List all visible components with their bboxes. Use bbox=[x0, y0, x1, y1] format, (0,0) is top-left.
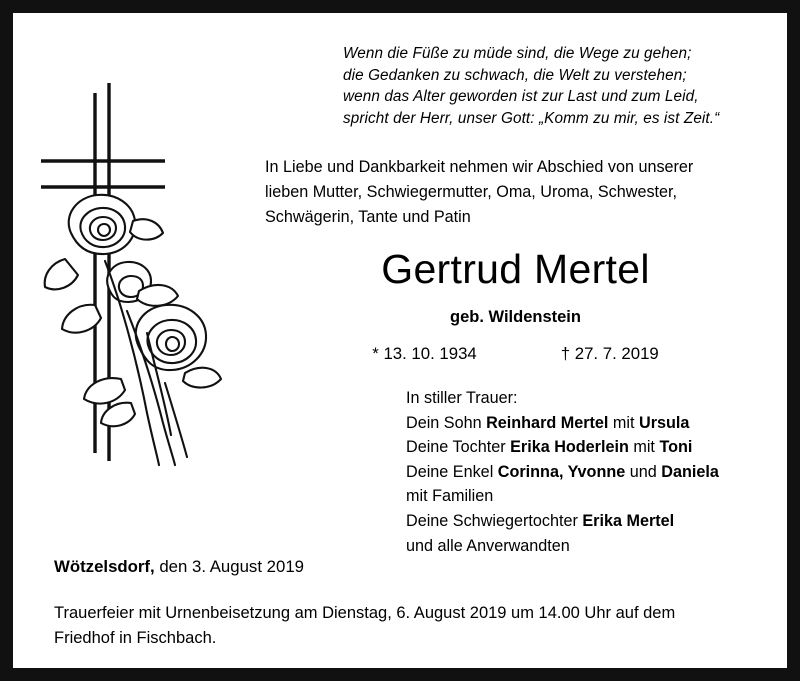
mourner-text: Dein Sohn bbox=[406, 413, 487, 432]
mourners-list bbox=[406, 411, 800, 559]
intro-line-1: In Liebe und Dankbarkeit nehmen wir Abschied von unserer bbox=[265, 158, 694, 176]
mourner-line bbox=[406, 411, 800, 436]
service-line-2: Friedhof in Fischbach. bbox=[54, 629, 217, 647]
mourner-name: Erika Mertel bbox=[582, 511, 675, 530]
mourner-name: Toni bbox=[659, 438, 693, 457]
mourner-text: mit Familien bbox=[406, 487, 494, 506]
mourner-text: und alle Anverwandten bbox=[406, 536, 570, 555]
deceased-maiden-name: geb. Wildenstein bbox=[450, 308, 581, 326]
mourner-name: Reinhard Mertel bbox=[486, 413, 609, 432]
mourner-name: Corinna, Yvonne bbox=[497, 462, 626, 481]
verse-line-2: die Gedanken zu schwach, die Welt zu verstehen; bbox=[343, 66, 687, 84]
mourner-name: Ursula bbox=[639, 413, 690, 432]
mourners-heading: In stiller Trauer: bbox=[406, 389, 518, 407]
verse-line-3: wenn das Alter geworden ist zur Last und zum Leid, bbox=[343, 88, 699, 105]
mourner-line bbox=[406, 509, 800, 534]
mourner-name: Daniela bbox=[661, 462, 719, 481]
verse-line-1: Wenn die Füße zu müde sind, die Wege zu gehen; bbox=[343, 45, 692, 62]
notice-inner bbox=[13, 13, 787, 668]
cross-with-roses-icon bbox=[35, 83, 225, 473]
place-date-line bbox=[54, 555, 304, 579]
mourner-text: Deine Enkel bbox=[406, 462, 498, 481]
deceased-name: Gertrud Mertel bbox=[381, 246, 650, 292]
mourner-text: mit bbox=[628, 438, 660, 457]
mourners-block bbox=[406, 386, 800, 558]
mourner-line bbox=[406, 435, 800, 460]
mourner-name: Erika Hoderlein bbox=[510, 438, 629, 457]
mourner-line bbox=[406, 534, 800, 559]
intro-line-2: lieben Mutter, Schwiegermutter, Oma, Uroma, Schwester, bbox=[265, 183, 678, 201]
intro-block bbox=[265, 155, 785, 230]
service-info bbox=[54, 601, 774, 651]
verse-block bbox=[343, 43, 793, 129]
mourner-line bbox=[406, 484, 800, 509]
intro-line-3: Schwägerin, Tante und Patin bbox=[265, 208, 471, 226]
birth-date: * 13. 10. 1934 bbox=[372, 344, 477, 363]
mourner-text: mit bbox=[608, 413, 640, 432]
mourner-text: Deine Schwiegertochter bbox=[406, 511, 583, 530]
deceased-dates bbox=[243, 342, 788, 366]
verse-line-4: spricht der Herr, unser Gott: „Komm zu mir, es ist Zeit.“ bbox=[343, 109, 720, 127]
place-name: Wötzelsdorf, bbox=[54, 557, 155, 576]
mourner-text: Deine Tochter bbox=[406, 438, 511, 457]
death-date: † 27. 7. 2019 bbox=[560, 344, 659, 363]
service-line-1: Trauerfeier mit Urnenbeisetzung am Dienstag, 6. August 2019 um 14.00 Uhr auf dem bbox=[54, 604, 676, 622]
mourner-line bbox=[406, 460, 800, 485]
place-date: den 3. August 2019 bbox=[154, 557, 304, 576]
mourner-text: und bbox=[625, 462, 662, 481]
